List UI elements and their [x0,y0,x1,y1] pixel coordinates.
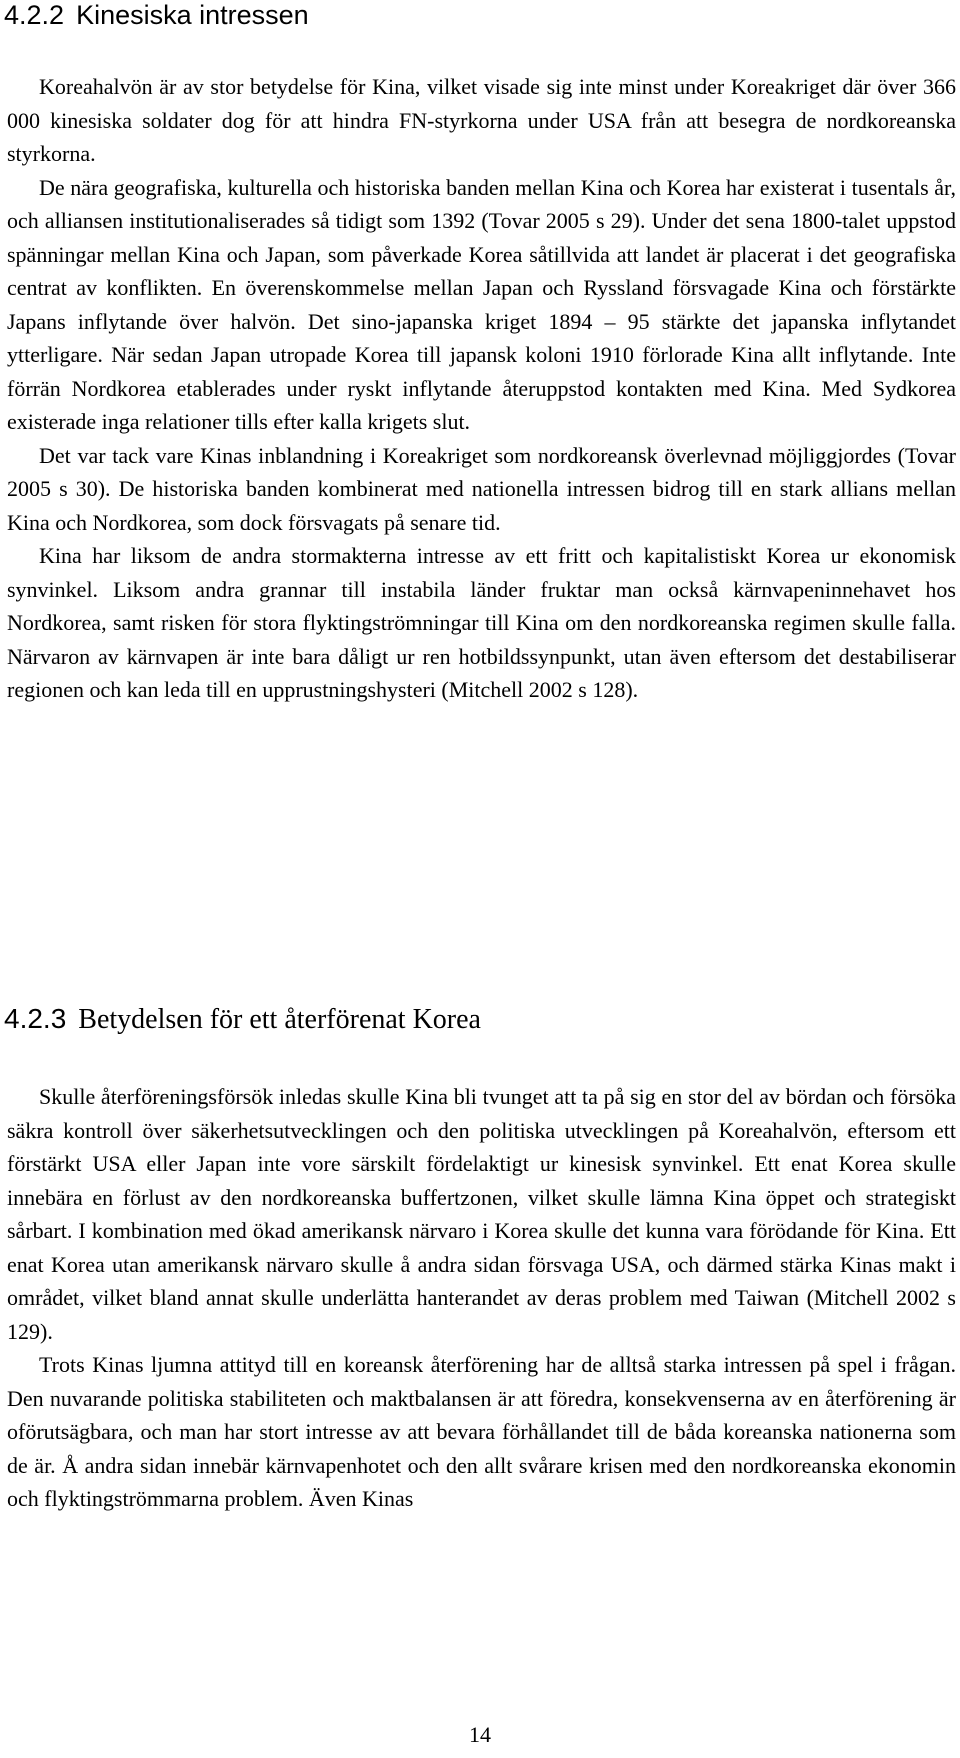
paragraph: Det var tack vare Kinas inblandning i Koreakriget som nordkoreansk överlevnad möjliggjordes (Tovar 2005 s 30). De historiska banden kombinerat med nationella intressen bidrog till en stark allians mellan Kina och Nordkorea, som dock försvagats på senare tid. [7,442,956,535]
section-body [7,1080,956,1516]
paragraph: Skulle återföreningsförsök inledas skulle Kina bli tvunget att ta på sig en stor del av bördan och försöka säkra kontroll över säkerhetsutvecklingen och den politiska utvecklingen på Koreahalvön, eftersom ett förstärkt USA eller Japan inte vore särskilt fördelaktigt ur kinesisk synvinkel. Ett enat Korea skulle innebära en förlust av den nordkoreanska buffertzonen, vilket skulle lämna Kina öppet och strategiskt sårbart. I kombination med ökad amerikansk närvaro i Korea skulle det kunna vara förödande för Kina. Ett enat Korea utan amerikansk närvaro skulle å andra sidan försvaga USA, och därmed stärka Kinas makt i området, vilket bland annat skulle underlätta hanterandet av deras problem med Taiwan (Mitchell 2002 s 129). [7,1084,956,1344]
section-number: 4.2.3 [4,1003,67,1034]
paragraph: De nära geografiska, kulturella och historiska banden mellan Kina och Korea har existerat i tusentals år, och alliansen institutionaliserades så tidigt som 1392 (Tovar 2005 s 29). Under det sena 1800-talet uppstod spänningar mellan Kina och Japan, som påverkade Korea såtillvida att landet är placerat i det geografiska centrat av konflikten. En överenskommelse mellan Japan och Ryssland försvagade Kina och förstärkte Japans inflytande över halvön. Det sino-japanska kriget 1894 – 95 stärkte det japanska inflytandet ytterligare. När sedan Japan utropade Korea till japansk koloni 1910 förlorade Kina allt inflytande. Inte förrän Nordkorea etablerades under ryskt inflytande återuppstod kontakten med Kina. Med Sydkorea existerade inga relationer tills efter kalla krigets slut. [7,174,956,434]
section-body [7,70,956,707]
section-heading [4,1003,481,1036]
paragraph: Kina har liksom de andra stormakterna intresse av ett fritt och kapitalistiskt Korea ur ekonomisk synvinkel. Liksom andra grannar till instabila länder fruktar man också kärnvapeninnehavet hos Nordkorea, samt risken för stora flyktingströmningar till Kina om den nordkoreanska regimen skulle falla. Närvaron av kärnvapen är inte bara dåligt ur ren hotbildssynpunkt, utan även eftersom det destabiliserar regionen och kan leda till en upprustningshysteri (Mitchell 2002 s 128). [7,543,956,702]
paragraph: Trots Kinas ljumna attityd till en koreansk återförening har de alltså starka intressen på spel i frågan. Den nuvarande politiska stabiliteten och maktbalansen är att föredra, konsekvenserna av en återförening är oförutsägbara, och man har stort intresse av att bevara förhållandet till de båda koreanska nationerna som de är. Å andra sidan innebär kärnvapenhotet och den allt svårare krisen med den nordkoreanska ekonomin och flyktingströmmarna problem. Även Kinas [7,1352,956,1511]
section-heading [4,0,309,31]
section-title: Kinesiska intressen [76,0,309,30]
paragraph: Koreahalvön är av stor betydelse för Kina, vilket visade sig inte minst under Koreakriget där över 366 000 kinesiska soldater dog för att hindra FN-styrkorna under USA från att besegra de nordkoreanska styrkorna. [7,74,956,166]
page-number: 14 [469,1722,491,1747]
section-title: Betydelsen för ett återförenat Korea [78,1004,481,1035]
section-number: 4.2.2 [4,0,65,30]
